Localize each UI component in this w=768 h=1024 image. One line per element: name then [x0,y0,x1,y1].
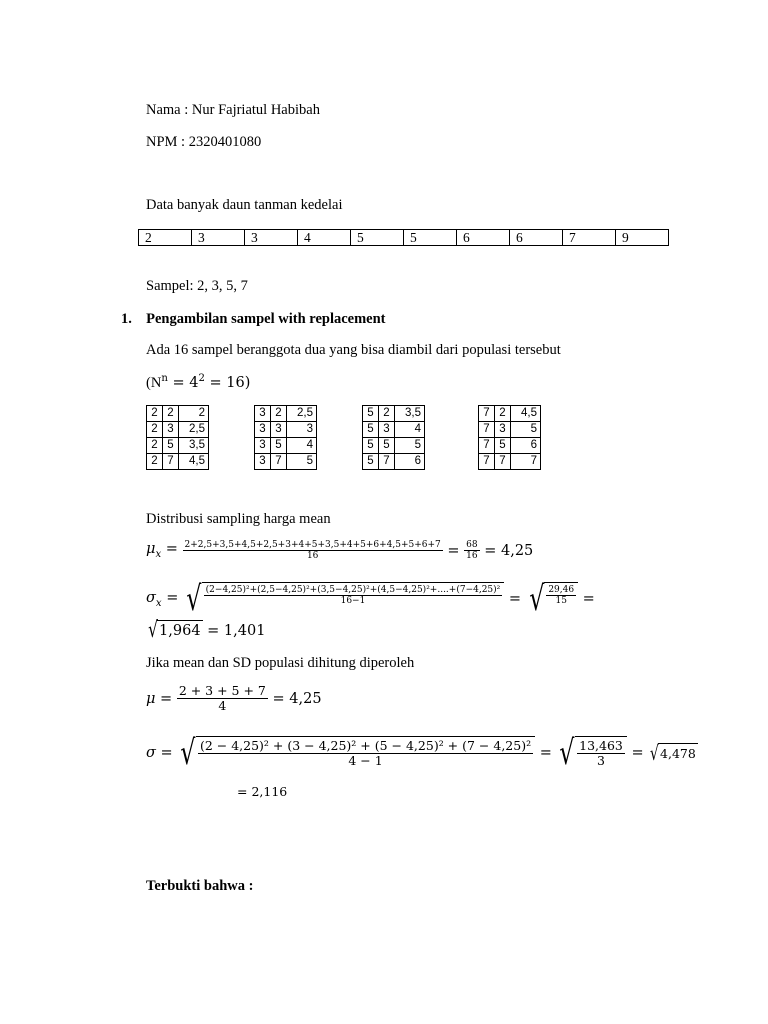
section-number: 1. [121,311,132,327]
sample-value-cell: 2 [147,406,163,422]
sample-table-2 [254,405,317,470]
section1-intro: Ada 16 sampel beranggota dua yang bisa diambil dari populasi tersebut [146,342,561,358]
data-cell: 7 [563,230,616,246]
data-cell: 6 [510,230,563,246]
radical-sign: √ [148,618,158,643]
sigma-denominator: 4 − 1 [348,753,383,769]
exponent-n: n [161,373,168,384]
mu-denominator: 4 [218,698,227,714]
sigma-x-continuation [146,620,265,642]
sigma-result-sqrt [648,743,698,763]
sample-value-cell: 3 [495,422,511,438]
sigma-equation: σ = √ $\frac{\text{(2 − 4,25)² + (3 − 4,25)² + (5 − 4,25)² + (7 − 4,25)²}}{4 - 1}$ = √ $\frac{13,463}{3}$ = √ 4,478 [146,733,696,773]
data-cell: 2 [139,230,192,246]
mu-result: = 4,25 [272,690,322,707]
sample-line: Sampel: 2, 3, 5, 7 [146,278,248,294]
sigma-x-symbol: $\sigma_x$ = [146,589,183,609]
npm-line: NPM : 2320401080 [146,134,262,150]
sample-value-cell: 7 [479,454,495,470]
sample-row [255,422,317,438]
sample-mean-cell: 2,5 [179,422,209,438]
sample-row [147,454,209,470]
sample-mean-cell: 5 [395,438,425,454]
sigma-sqrt-result: 4,478 [658,743,698,763]
sample-table-4 [478,405,541,470]
sample-value-cell: 2 [271,406,287,422]
section-title: Pengambilan sampel with replacement [146,311,386,327]
sample-mean-cell: 6 [395,454,425,470]
sigma-x-frac-num: 29,46 [548,585,575,595]
sample-row [147,422,209,438]
sigma-x-equation: $\sigma_x$ = √ $\frac{\text{(2−4,25)²+(2,5−4,25)²+(3,5−4,25)²+(4,5−4,25)²+....+(7−4,25)²}}{16-1}$ = √ $\frac{29,46}{15}$ = [146,579,595,619]
sample-value-cell: 7 [479,438,495,454]
n-formula [146,373,250,392]
conclusion: Terbukti bahwa : [146,878,254,894]
cont-sqrt [146,620,203,642]
sample-value-cell: 2 [379,406,395,422]
formula-prefix: (N [146,374,162,391]
sample-mean-cell: 6 [511,438,541,454]
mu-symbol: μ = [146,690,177,707]
mu-fraction [177,684,268,714]
sample-value-cell: 2 [147,438,163,454]
mu-numerator: 2 + 3 + 5 + 7 [178,683,266,698]
sample-mean-cell: 5 [511,422,541,438]
mu-x-equation: $\mu_x$ = $\frac{2+2,5+3,5+4,5+2,5+3+4+5+3,5+4+5+6+4,5+5+6+7}{16}$ = $\frac{68}{16}$ = 4,25 [146,540,534,562]
sample-value-cell: 5 [363,406,379,422]
sample-value-cell: 5 [363,454,379,470]
sample-value-cell: 2 [495,406,511,422]
mu-x-denominator: 16 [306,551,319,562]
sample-row [363,406,425,422]
sample-row [255,438,317,454]
sample-value-cell: 3 [255,454,271,470]
sample-mean-cell: 3,5 [179,438,209,454]
sample-row [363,438,425,454]
sample-value-cell: 3 [255,406,271,422]
sample-row [479,406,541,422]
sample-value-cell: 3 [163,422,179,438]
exponent-2: 2 [198,373,205,384]
distribution-title: Distribusi sampling harga mean [146,511,331,527]
sigma-frac-num: 13,463 [579,738,623,753]
mu-x-frac-num: 68 [466,540,478,550]
sigma-x-sqrt [183,579,504,619]
data-cell: 9 [616,230,669,246]
sigma-x-simple-sqrt [526,579,578,619]
sample-value-cell: 7 [163,454,179,470]
data-cell: 6 [457,230,510,246]
sample-value-cell: 5 [495,438,511,454]
population-intro: Jika mean dan SD populasi dihitung diperoleh [146,655,415,671]
sample-row [363,454,425,470]
sample-value-cell: 5 [379,438,395,454]
sample-row [255,454,317,470]
sample-mean-cell: 5 [287,454,317,470]
sample-value-cell: 7 [479,406,495,422]
mu-x-symbol: $\mu_x$ = [146,541,183,561]
sample-row [255,406,317,422]
sigma-simple-sqrt [556,733,626,773]
sigma-x-frac-den: 15 [555,596,567,607]
sample-value-cell: 3 [255,422,271,438]
sample-table-1 [146,405,209,470]
sample-mean-cell: 2 [179,406,209,422]
radical-sign: √ [650,741,660,765]
sample-row [479,438,541,454]
sigma-x-numerator: (2−4,25)²+(2,5−4,25)²+(3,5−4,25)²+(4,5−4,25)²+....+(7−4,25)² [205,585,501,595]
cont-radicand: 1,964 [157,620,203,642]
mu-equation [146,684,322,714]
cont-result: = 1,401 [207,623,266,639]
sample-mean-cell: 4 [395,422,425,438]
sample-value-cell: 2 [147,422,163,438]
formula-end: = 16) [204,374,251,391]
data-cell: 5 [351,230,404,246]
sample-value-cell: 3 [379,422,395,438]
section1-heading [121,311,386,328]
radical-sign: √ [186,579,202,619]
mu-x-frac-den: 16 [466,551,478,562]
sample-value-cell: 7 [379,454,395,470]
data-table [138,229,669,246]
sample-value-cell: 3 [271,422,287,438]
sample-value-cell: 2 [163,406,179,422]
sample-value-cell: 5 [363,438,379,454]
sample-value-cell: 7 [271,454,287,470]
sample-value-cell: 5 [363,422,379,438]
sigma-x-denominator: 16−1 [340,596,366,607]
data-cell: 3 [192,230,245,246]
sample-mean-cell: 3,5 [395,406,425,422]
mu-x-result: = 4,25 [484,542,534,559]
sample-value-cell: 3 [255,438,271,454]
sample-value-cell: 2 [147,454,163,470]
sample-mean-cell: 7 [511,454,541,470]
sample-mean-cell: 4 [287,438,317,454]
formula-rest: = 4 [167,374,199,391]
radical-sign: √ [559,733,575,773]
sample-value-cell: 7 [495,454,511,470]
radical-sign: √ [180,733,196,773]
sample-table-3 [362,405,425,470]
sample-row [479,422,541,438]
mu-x-simple-fraction [464,540,479,562]
sample-mean-cell: 2,5 [287,406,317,422]
sample-value-cell: 7 [479,422,495,438]
sigma-sqrt [177,733,535,773]
sigma-final: = 2,116 [237,784,288,799]
sample-mean-cell: 3 [287,422,317,438]
sample-row [363,422,425,438]
name-line: Nama : Nur Fajriatul Habibah [146,102,320,118]
mu-x-fraction [183,540,443,562]
sigma-frac-den: 3 [597,753,605,769]
data-title: Data banyak daun tanman kedelai [146,197,343,213]
sample-value-cell: 5 [163,438,179,454]
sigma-symbol: σ = [146,745,178,761]
data-cell: 4 [298,230,351,246]
sample-row [147,438,209,454]
sample-mean-cell: 4,5 [511,406,541,422]
sigma-numerator: (2 − 4,25)² + (3 − 4,25)² + (5 − 4,25)² + (7 − 4,25)² [199,738,532,753]
sample-mean-cell: 4,5 [179,454,209,470]
radical-sign: √ [528,579,545,619]
data-cell: 3 [245,230,298,246]
sample-row [147,406,209,422]
data-cell: 5 [404,230,457,246]
data-row [139,230,669,246]
sample-value-cell: 5 [271,438,287,454]
sample-row [479,454,541,470]
mu-x-numerator: 2+2,5+3,5+4,5+2,5+3+4+5+3,5+4+5+6+4,5+5+6+7 [184,540,441,550]
